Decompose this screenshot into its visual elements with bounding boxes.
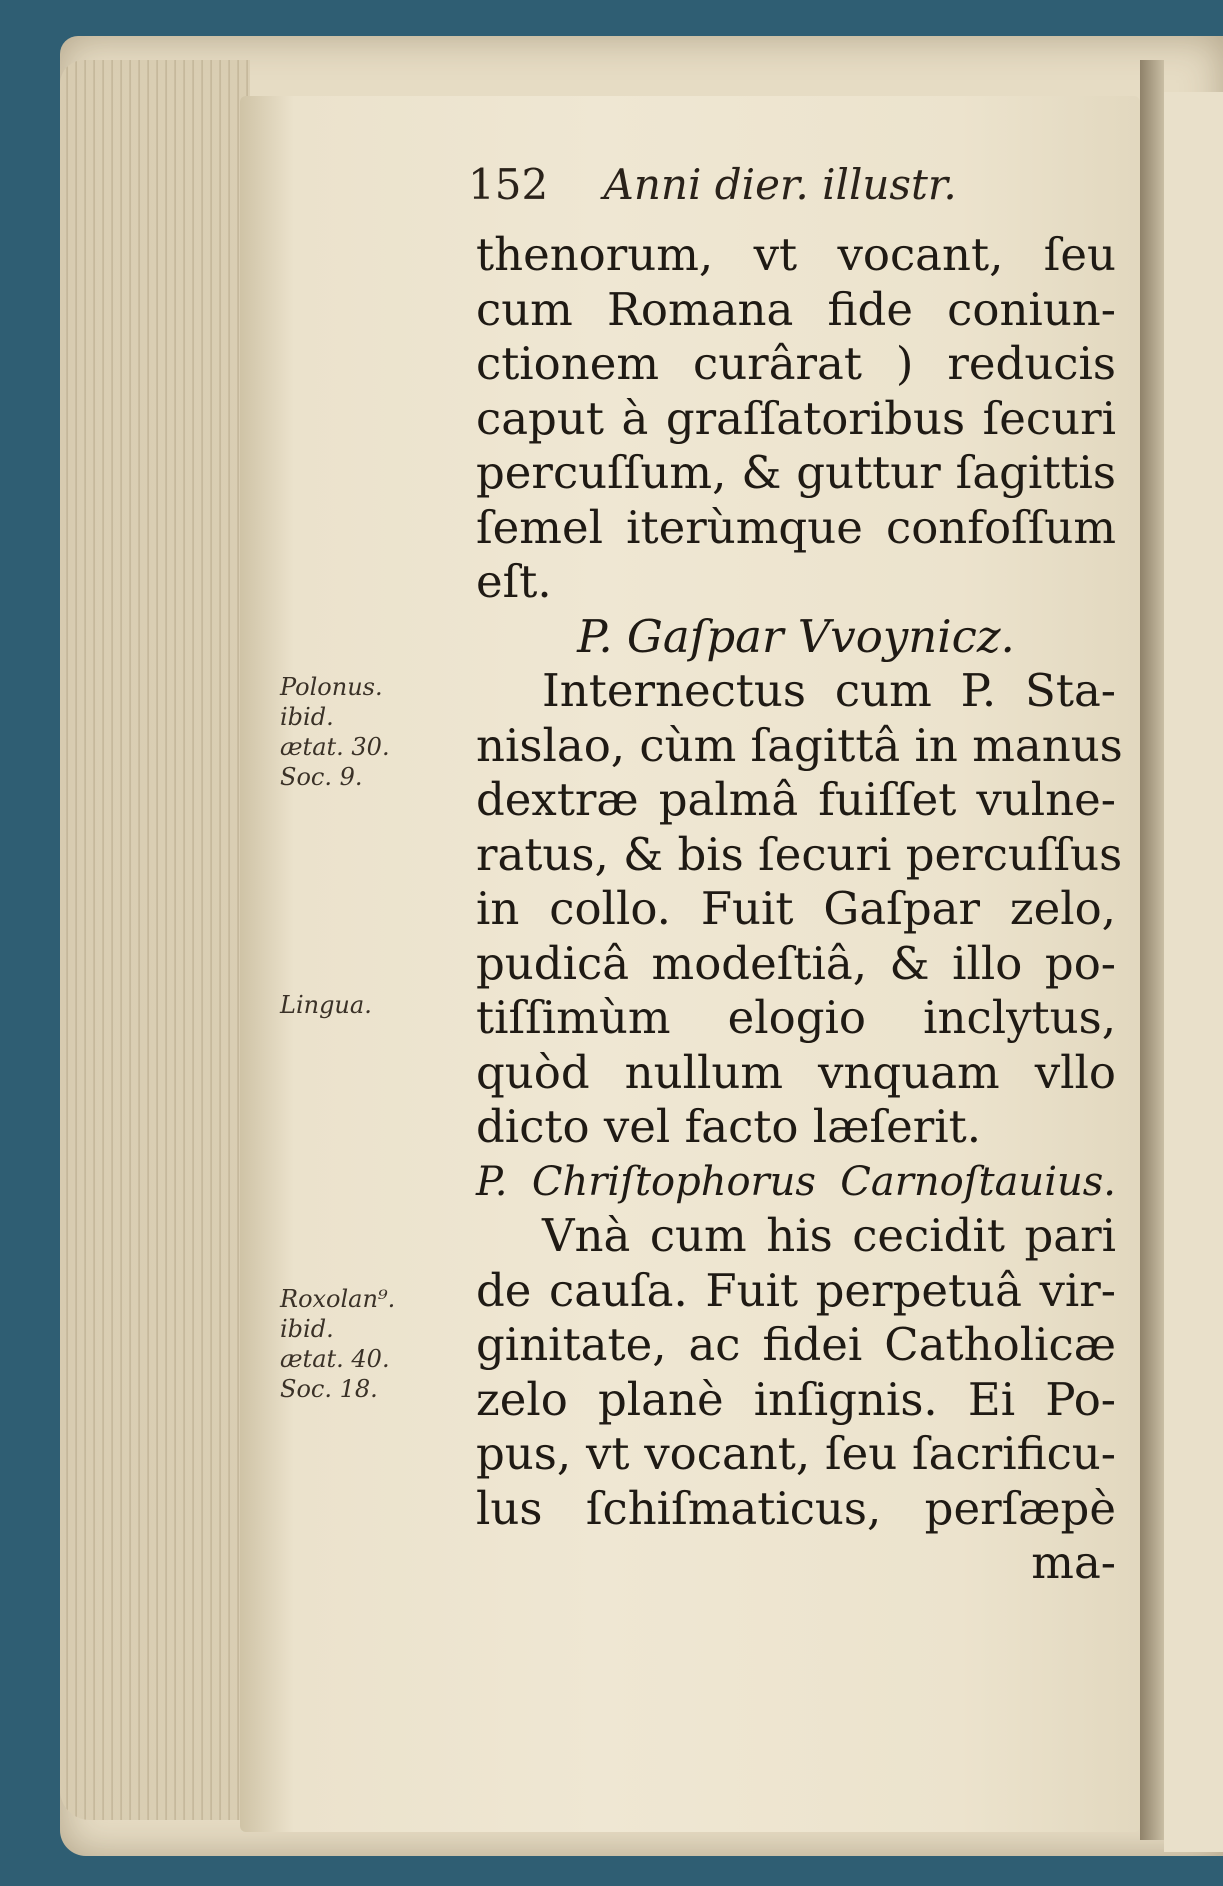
text-line: caput à graſſatoribus ſecuri — [476, 391, 1116, 445]
text-line: tiſſimùm elogio inclytus, — [476, 991, 1116, 1044]
text-line: Vnà cum his cecidit pari — [542, 1209, 1116, 1262]
marginal-note-polonus — [280, 672, 390, 792]
text-line: cum Romana fide coniun- — [476, 282, 1116, 336]
text-line: quòd nullum vnquam vllo — [476, 1045, 1116, 1099]
text-line: in collo. Fuit Gaſpar zelo, — [476, 882, 1116, 935]
text-line: percuſſum, & guttur ſagittis — [476, 446, 1116, 499]
section-heading: P. Gaſpar Vvoynicz. — [577, 609, 1015, 663]
marginal-line: ætat. 40. — [280, 1345, 390, 1373]
facing-page-edge — [1164, 92, 1223, 1852]
text-line: de cauſa. Fuit perpetuâ vir- — [476, 1263, 1116, 1317]
text-line: thenorum, vt vocant, ſeu — [476, 228, 1116, 281]
text-line: ſemel iterùmque confoſſum — [476, 500, 1116, 554]
text-line: pudicâ modeſtiâ, & illo po- — [476, 936, 1116, 990]
section-heading: P. Chriſtophorus Carnoſtauius. — [476, 1158, 1116, 1205]
text-line: dextræ palmâ fuiſſet vulne- — [476, 773, 1116, 826]
body-text — [476, 228, 1123, 1591]
marginal-line: ibid. — [280, 703, 334, 731]
text-line: zelo planè inſignis. Ei Po- — [476, 1372, 1116, 1426]
text-line: eſt. — [476, 555, 552, 608]
marginal-line: Roxolan⁹. — [280, 1285, 396, 1313]
text-line: dicto vel facto læſerit. — [476, 1100, 982, 1153]
marginal-line: Lingua. — [280, 991, 372, 1019]
page-header — [468, 160, 957, 209]
text-line: Internectus cum P. Sta- — [542, 664, 1116, 717]
text-line: pus, vt vocant, ſeu ſacrificu- — [476, 1427, 1116, 1480]
text-line: ginitate, ac fidei Catholicæ — [476, 1318, 1116, 1371]
text-line: nislao, cùm ſagittâ in manus — [476, 718, 1123, 772]
page-edges — [60, 60, 250, 1820]
marginal-note-lingua — [280, 990, 372, 1020]
text-line: lus ſchiſmaticus, perſæpè — [476, 1481, 1116, 1535]
marginal-line: Soc. 18. — [280, 1375, 378, 1403]
marginal-note-roxolan — [280, 1284, 395, 1404]
gutter-shadow — [1140, 60, 1164, 1840]
marginal-line: Soc. 9. — [280, 763, 363, 791]
running-title: Anni dier. illustr. — [603, 160, 957, 209]
marginal-line: ibid. — [280, 1315, 334, 1343]
text-line: ctionem curârat ) reducis — [476, 337, 1116, 390]
marginal-line: ætat. 30. — [280, 733, 390, 761]
page-number: 152 — [468, 160, 549, 209]
catchword: ma- — [1031, 1536, 1116, 1589]
marginal-line: Polonus. — [280, 673, 383, 701]
text-line: ratus, & bis ſecuri percuſſus — [476, 827, 1123, 881]
